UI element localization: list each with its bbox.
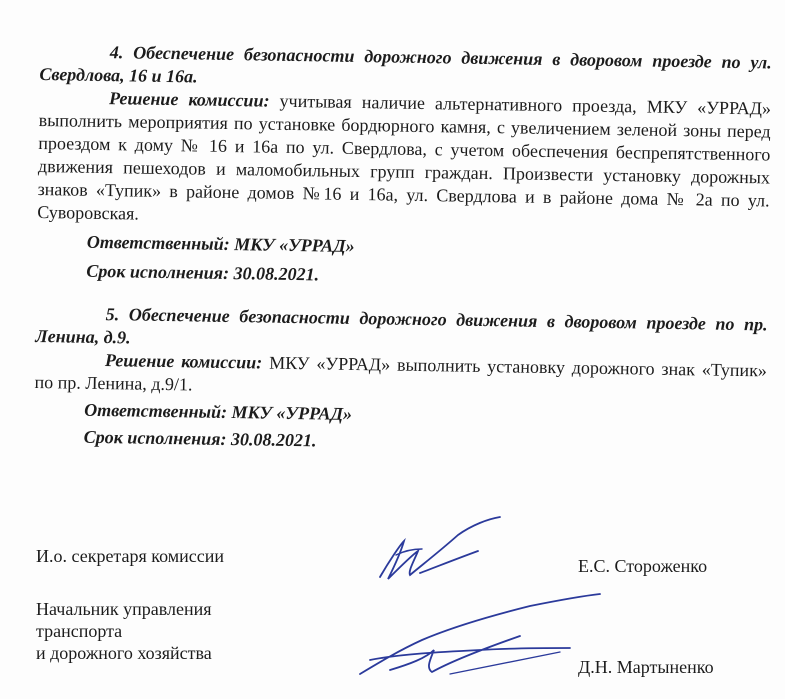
signature-1-handwriting (360, 515, 520, 595)
document-body (34, 40, 772, 459)
item-4-decision (37, 86, 771, 235)
signature-2-title (36, 598, 212, 664)
item-5-decision-label: Решение комиссии: (104, 350, 263, 373)
signature-2-title-line-1: Начальник управления (36, 599, 212, 619)
item-4-decision-label: Решение комиссии: (108, 88, 270, 111)
item-5-decision-text: МКУ «УРРАД» выполнить установку дорожного знак «Тупик» по пр. Ленина, д.9/1. (34, 352, 768, 395)
item-4-heading: 4. Обеспечение безопасности дорожного движения в дворовом проезде по ул. Свердлова, 16 и 16а. (39, 42, 772, 87)
item-5-deadline: Срок исполнения: 30.08.2021. (83, 426, 317, 451)
signature-2-handwriting (330, 590, 610, 690)
item-4-decision-text: учитывая наличие альтернативного проезда, МКУ «УРРАД» выполнить мероприятия по установке бордюрного камня, с увеличением зеленой зоны перед проездом к дому № 16 и 16а по ул. Свердлова, с учетом обеспечения беспрепятственного движения пешеходов и маломобильных групп граждан. Произвести установку дорожных знаков «Тупик» в районе домов №16 и 16а, ул. Свердлова и в районе дома № 2а по ул. Суворовская. (37, 90, 772, 224)
signature-2-name: Д.Н. Мартыненко (578, 657, 714, 677)
signature-2-title-line-2: транспорта (36, 621, 123, 641)
signature-2-title-line-3: и дорожного хозяйства (36, 643, 212, 663)
item-4-deadline: Срок исполнения: 30.08.2021. (86, 260, 320, 285)
signature-1-name: Е.С. Стороженко (578, 556, 708, 576)
item-5-responsible: Ответственный: МКУ «УРРАД» (84, 399, 353, 424)
signature-1-title: И.о. секретаря комиссии (36, 546, 225, 566)
item-5-heading: 5. Обеспечение безопасности дорожного движения в дворовом проезде по пр. Ленина, д.9. (35, 304, 768, 348)
item-4-responsible: Ответственный: МКУ «УРРАД» (86, 231, 355, 256)
